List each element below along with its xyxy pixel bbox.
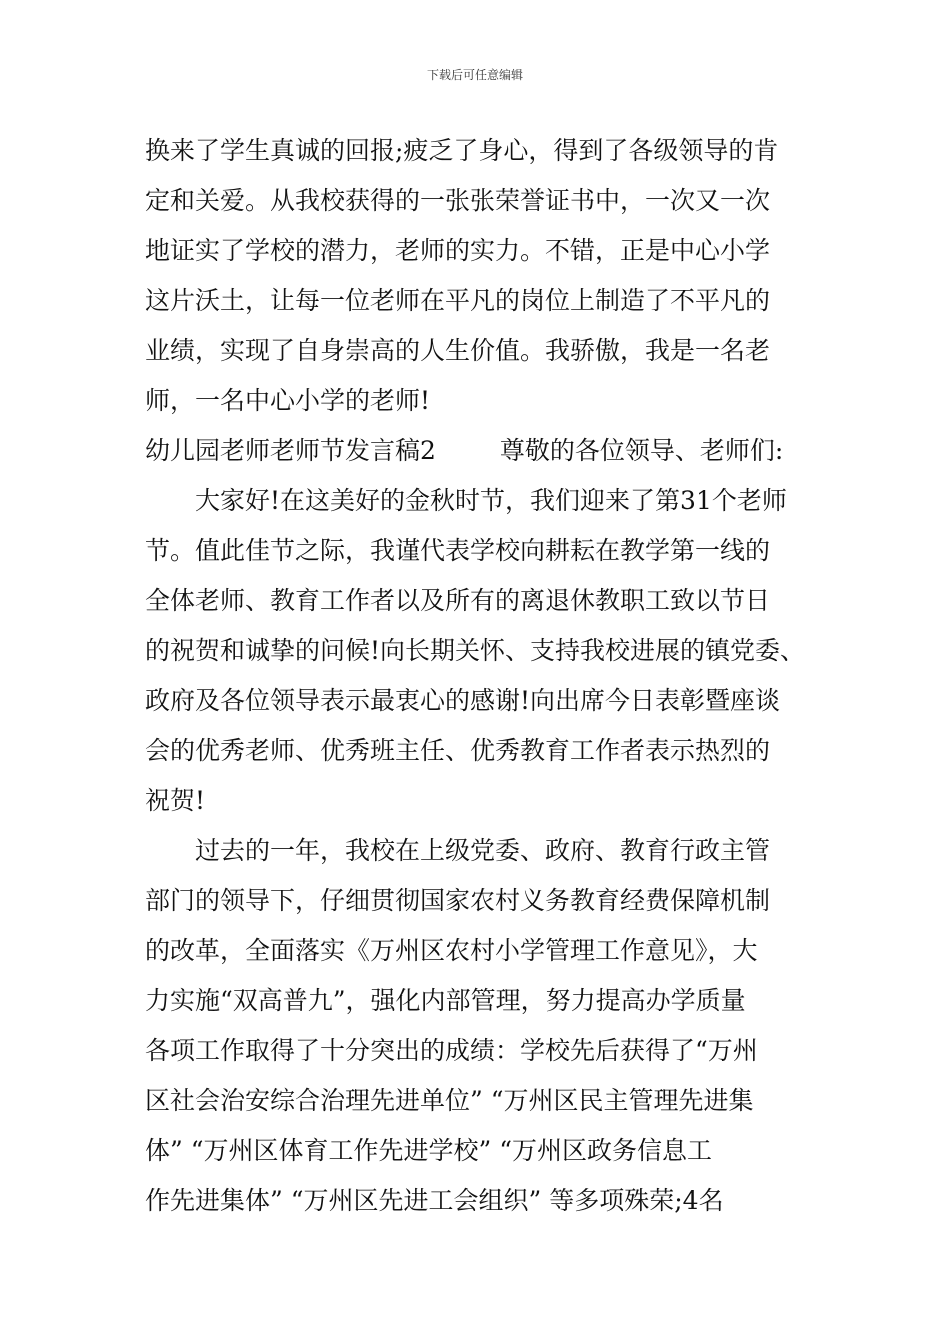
text-line: 作先进集体” “万州区先进工会组织” 等多项殊荣;4名	[145, 1186, 724, 1215]
text-line: 政府及各位领导表示最衷心的感谢!向出席今日表彰暨座谈	[145, 686, 781, 715]
text-line: 换来了学生真诚的回报;疲乏了身心，得到了各级领导的肯	[145, 136, 779, 165]
text-line: 大家好!在这美好的金秋时节，我们迎来了第31个老师	[195, 486, 787, 515]
text-line: 业绩，实现了自身崇高的人生价值。我骄傲，我是一名老	[145, 336, 771, 365]
paragraph-greeting	[145, 476, 825, 826]
document-body	[145, 126, 825, 1226]
text-line: 的改革，全面落实《万州区农村小学管理工作意见》，大	[145, 936, 758, 965]
text-line: 各项工作取得了十分突出的成绩：学校先后获得了“万州	[145, 1036, 758, 1065]
text-line: 师，一名中心小学的老师!	[145, 386, 431, 415]
opening-paragraph	[145, 126, 825, 426]
page-header	[0, 66, 950, 83]
speech-title: 幼儿园老师老师节发言稿2	[145, 436, 436, 465]
text-line: 会的优秀老师、优秀班主任、优秀教育工作者表示热烈的	[145, 736, 771, 765]
text-line: 祝贺!	[145, 786, 206, 815]
text-line: 力实施“双高普九”，强化内部管理，努力提高办学质量	[145, 986, 746, 1015]
text-line: 节。值此佳节之际，我谨代表学校向耕耘在教学第一线的	[145, 536, 771, 565]
salutation: 尊敬的各位领导、老师们:	[499, 436, 784, 465]
text-line: 过去的一年，我校在上级党委、政府、教育行政主管	[195, 836, 771, 865]
text-line: 区社会治安综合治理先进单位” “万州区民主管理先进集	[145, 1086, 754, 1115]
speech-title-line	[145, 426, 825, 476]
text-line: 定和关爱。从我校获得的一张张荣誉证书中，一次又一次	[145, 186, 771, 215]
text-line: 的祝贺和诚挚的问候!向长期关怀、支持我校进展的镇党委、	[145, 636, 806, 665]
text-line: 部门的领导下，仔细贯彻国家农村义务教育经费保障机制	[145, 886, 771, 915]
text-line: 地证实了学校的潜力，老师的实力。不错，正是中心小学	[145, 236, 771, 265]
text-line: 体” “万州区体育工作先进学校” “万州区政务信息工	[145, 1136, 713, 1165]
text-line: 全体老师、教育工作者以及所有的离退休教职工致以节日	[145, 586, 771, 615]
paragraph-achievements	[145, 826, 825, 1226]
text-line: 这片沃土，让每一位老师在平凡的岗位上制造了不平凡的	[145, 286, 771, 315]
header-text: 下载后可任意编辑	[426, 68, 523, 82]
